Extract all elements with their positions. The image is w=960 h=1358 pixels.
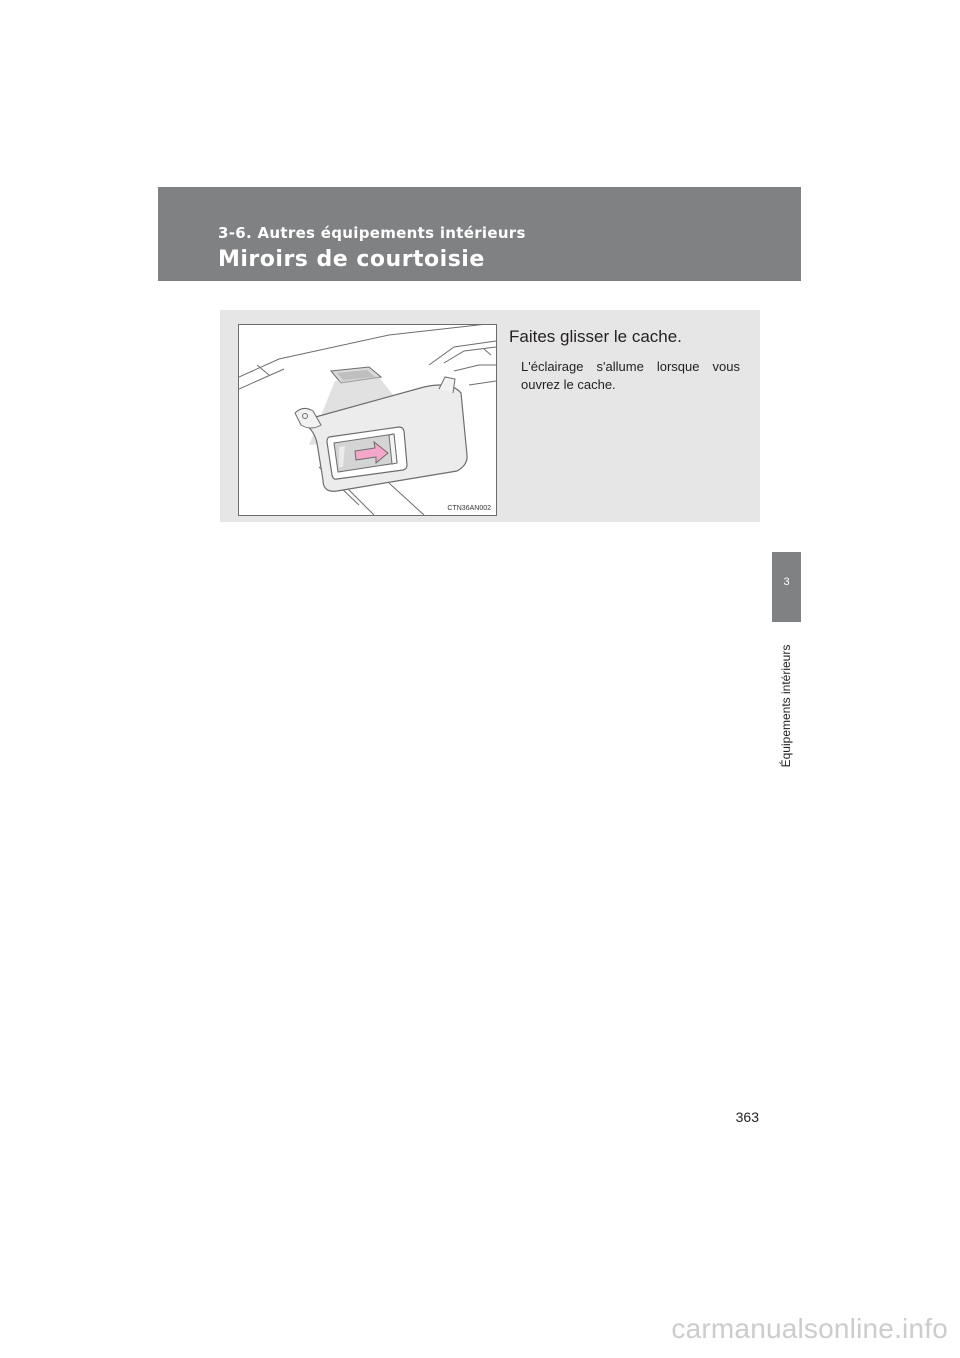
header-band [158, 187, 801, 281]
content-box [220, 310, 760, 522]
sun-visor-drawing [239, 325, 496, 515]
note-text: L'éclairage s'allume lorsque vous ouvrez le cache. [521, 359, 740, 392]
sun-visor-illustration [238, 324, 497, 516]
page-title: Miroirs de courtoisie [218, 247, 485, 272]
watermark: carmanualsonline.info [671, 1313, 948, 1344]
step-instruction: Faites glisser le cache. [509, 327, 682, 346]
chapter-tab [772, 552, 801, 622]
page-number: 363 [735, 1109, 759, 1125]
section-heading: 3-6. Autres équipements intérieurs [218, 224, 526, 242]
chapter-number: 3 [783, 576, 790, 588]
chapter-label: Équipements intérieurs [779, 644, 793, 768]
figure-code: CTN36AN002 [447, 505, 491, 512]
